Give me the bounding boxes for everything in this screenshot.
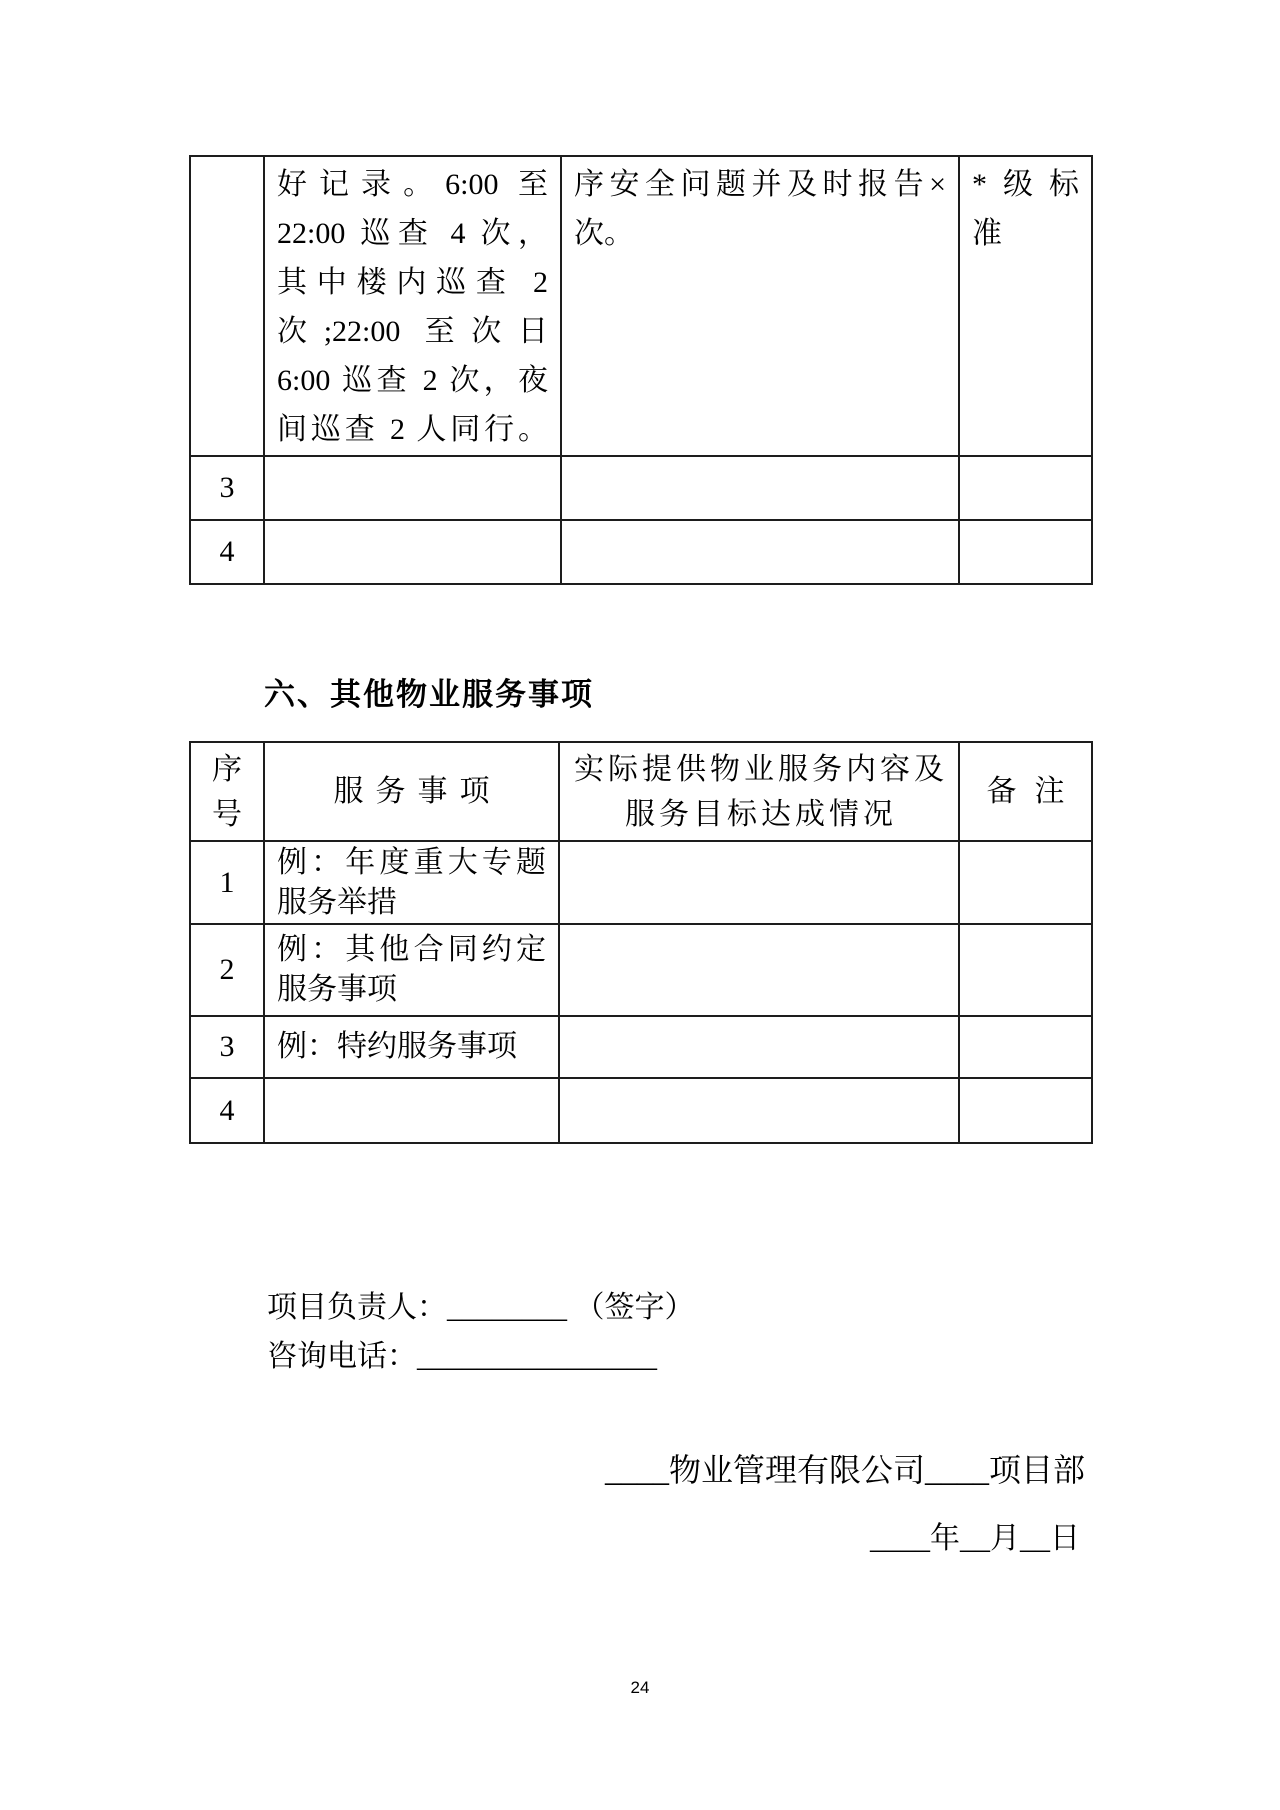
header-service-label: 服务事项 xyxy=(333,775,502,808)
remark-cell xyxy=(959,1016,1092,1078)
row-number-cell xyxy=(190,156,264,456)
row-number-cell: 4 xyxy=(190,520,264,584)
service-item-cell xyxy=(264,1016,559,1078)
remark-cell xyxy=(959,456,1092,520)
service-item-cell xyxy=(264,841,559,924)
service-text-line: 间巡查 2 人同行。 xyxy=(277,413,548,446)
table-header-row xyxy=(190,742,1092,841)
section-title: 六、其他物业服务事项 xyxy=(264,677,594,712)
table-row xyxy=(190,1078,1092,1143)
service-text-line: 22:00 巡查 4 次， xyxy=(277,217,548,250)
table-row xyxy=(190,841,1092,924)
phone-blank: ________________ xyxy=(417,1340,657,1373)
header-remark-label: 备注 xyxy=(986,775,1083,808)
page-number: 24 xyxy=(630,1678,650,1697)
row-number-cell: 3 xyxy=(190,456,264,520)
header-no-cell xyxy=(190,742,264,841)
company-line: ____物业管理有限公司____项目部 xyxy=(604,1452,1085,1488)
remark-cell xyxy=(959,520,1092,584)
table-row xyxy=(190,1016,1092,1078)
service-text-line: 服务事项 xyxy=(277,973,397,1006)
phone-line xyxy=(267,1332,695,1381)
actual-content-cell xyxy=(561,520,959,584)
row-number-cell: 2 xyxy=(190,924,264,1016)
row-number-cell: 3 xyxy=(190,1016,264,1078)
header-no-line: 号 xyxy=(212,797,242,831)
service-text-line: 服务举措 xyxy=(277,885,397,919)
service-text-line: 好记录。6:00 至 xyxy=(277,168,548,201)
remark-cell xyxy=(959,156,1092,456)
service-item-cell xyxy=(264,156,561,456)
header-actual-line: 服务目标达成情况 xyxy=(625,797,897,831)
actual-content-cell xyxy=(559,1078,959,1143)
table-row xyxy=(190,156,1092,456)
actual-text-line: 次。 xyxy=(574,217,634,250)
service-text-line: 例：年度重大专题 xyxy=(277,845,546,879)
other-service-table xyxy=(189,741,1093,1144)
service-item-cell xyxy=(264,456,561,520)
row-number-cell: 4 xyxy=(190,1078,264,1143)
remark-cell xyxy=(959,924,1092,1016)
actual-content-cell xyxy=(561,456,959,520)
table-row xyxy=(190,924,1092,1016)
actual-content-cell xyxy=(559,924,959,1016)
remark-cell xyxy=(959,1078,1092,1143)
remark-text-line: 准 xyxy=(972,217,1002,250)
service-text-line: 次;22:00 至次日 xyxy=(277,315,548,348)
table-row xyxy=(190,520,1092,584)
service-text-line: 例：其他合同约定 xyxy=(277,933,546,966)
header-actual-cell xyxy=(559,742,959,841)
service-text-line: 其中楼内巡查 2 xyxy=(277,266,548,299)
row-number-cell: 1 xyxy=(190,841,264,924)
security-service-table-continuation xyxy=(189,155,1093,585)
service-item-cell xyxy=(264,1078,559,1143)
actual-content-cell xyxy=(559,841,959,924)
service-text-line: 6:00 巡查 2 次，夜 xyxy=(277,364,548,397)
project-leader-line xyxy=(267,1283,695,1332)
actual-content-cell xyxy=(559,1016,959,1078)
header-actual-line: 实际提供物业服务内容及 xyxy=(574,752,948,786)
remark-cell xyxy=(959,841,1092,924)
actual-text-line: 序安全问题并及时报告× xyxy=(574,168,946,201)
remark-text-line: *级标 xyxy=(972,168,1079,201)
sign-hint-label: （签字） xyxy=(574,1291,695,1324)
service-item-cell xyxy=(264,520,561,584)
phone-label: 咨询电话： xyxy=(267,1340,417,1373)
service-text-line: 例：特约服务事项 xyxy=(277,1030,517,1063)
project-leader-blank: ________ xyxy=(447,1291,567,1324)
header-no-line: 序 xyxy=(212,752,242,786)
date-line: ____年__月__日 xyxy=(870,1522,1080,1555)
actual-content-cell xyxy=(561,156,959,456)
header-remark-cell xyxy=(959,742,1092,841)
header-service-cell xyxy=(264,742,559,841)
signature-block xyxy=(267,1283,695,1381)
project-leader-label: 项目负责人： xyxy=(267,1291,447,1324)
service-item-cell xyxy=(264,924,559,1016)
table-row xyxy=(190,456,1092,520)
